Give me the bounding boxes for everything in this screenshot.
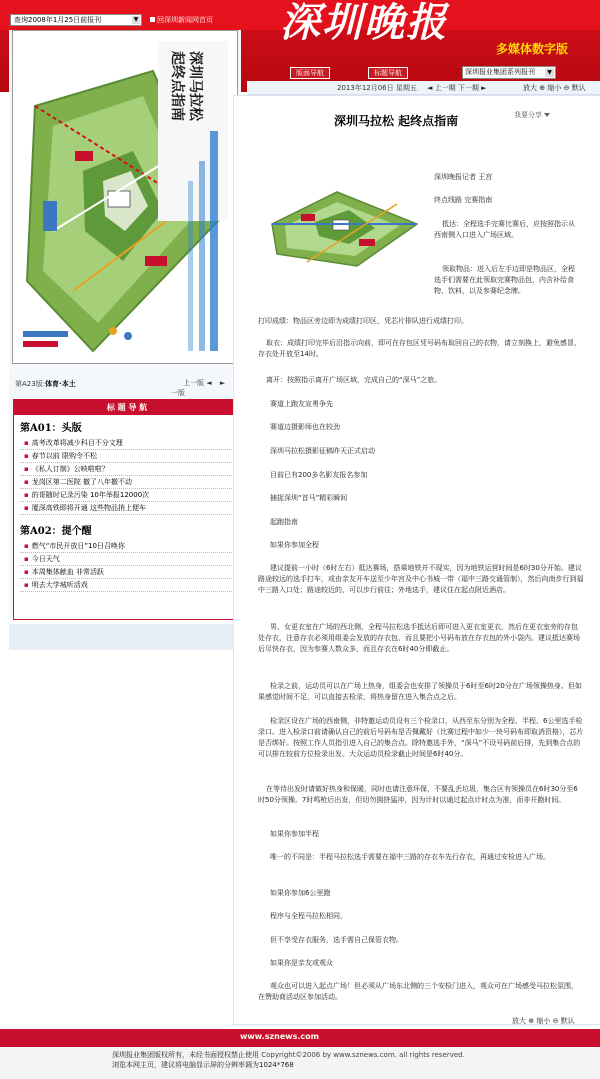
zoom-in-button[interactable]: 放大	[523, 84, 537, 92]
date-select-value: 查询2008年1月25日前报刊	[14, 16, 102, 24]
paragraph: 取衣：成绩打印完毕后沿指示向前，即可在存包区凭号码布取回自己的衣物，请立刻换上，避免感冒，存衣处开放至14时。	[258, 339, 581, 358]
paragraph: 赛道边摄影师也在较劲	[270, 423, 340, 431]
prev-issue-label: 上一期	[434, 84, 456, 92]
zoom-out-icon: ⊖	[563, 84, 570, 92]
paragraph: 目前已有200多名影友报名参加	[270, 471, 368, 479]
paragraph: 如果你参加6公里跑	[270, 889, 331, 897]
left-spacer	[9, 624, 241, 650]
headline-item[interactable]: ▪ 龙岗区第二医院 撤了八年撤不动	[20, 476, 234, 489]
paragraph: 打印成绩：物品区旁边即为成绩打印区，凭芯片排队进行成绩打印。	[258, 317, 468, 325]
article-route-label: 终点线路 完赛指南	[434, 196, 493, 204]
article-map-image	[267, 184, 421, 270]
chevron-down-icon: ▼	[133, 16, 139, 23]
chevron-down-icon	[544, 113, 550, 117]
article-map-graphic	[267, 184, 421, 270]
zoom-out-button[interactable]: 缩小	[536, 1017, 551, 1025]
prev-issue-link[interactable]: ◄ 上一期	[427, 84, 456, 92]
paragraph: 如果你参加半程	[270, 830, 319, 838]
prev-page-link[interactable]: 上一版 ◄	[183, 379, 212, 387]
home-link[interactable]	[150, 15, 213, 25]
page-nav	[171, 378, 241, 398]
page-thumbnail-map	[13, 31, 238, 364]
section-a02	[14, 515, 240, 592]
home-link-label: 回深圳新闻网首页	[157, 16, 213, 24]
paragraph: 领取物品：进入后左手边即是物品区，全程选手们需要在此领取完赛物品包，内含补给食物、饮料，以及参赛纪念牌。	[434, 265, 575, 295]
article-title: 深圳马拉松 起终点指南	[334, 114, 459, 128]
paragraph: 男、女更衣室在广场的西北侧，全程马拉松选手抵达后即可进入更衣室更衣，然后在更衣室旁的存包处存衣，注意存衣必须用组委会发放的存衣包，而且要把小号码布放在存衣包的外小袋内。建议抵达赛场后尽快存衣，因为参赛人数众多，而且存衣在6时40分即截止。	[258, 623, 580, 653]
headline-item[interactable]: ▪ 明去大学城听活戏	[20, 579, 234, 592]
section-a01	[14, 415, 240, 515]
logo: 深圳晚报	[280, 0, 448, 46]
headline-item[interactable]: ▪ 今日天气	[20, 553, 234, 566]
footer-bar	[0, 1029, 600, 1047]
headline-item[interactable]: ▪ 春节以前 限购令不松	[20, 450, 234, 463]
zoom-in-icon: ⊕	[539, 84, 546, 92]
chevron-down-icon: ▼	[545, 68, 554, 77]
prev-page-label: 上一版	[183, 379, 204, 387]
footer-zoom-controls	[512, 1016, 575, 1026]
page-label: 第A23版:	[15, 380, 46, 388]
paragraph: 但不享受存衣服务，选手需自己保管衣物。	[270, 936, 403, 944]
default-size-button[interactable]: 默认	[560, 1017, 575, 1025]
headline-nav	[13, 399, 241, 620]
section-title[interactable]: 第A01：头版	[20, 423, 82, 434]
zoom-out-icon: ⊖	[552, 1017, 559, 1025]
default-size-button[interactable]: 默认	[571, 84, 586, 92]
footer-resolution-hint: 浏览本网主页，建议将电脑显示屏的分辨率调为1024*768	[112, 1061, 294, 1069]
paragraph: 抵达：全程选手完赛比赛后，应按照指示从西南侧入口进入广场区域。	[434, 220, 575, 239]
headline-item[interactable]: ▪ 的哥随时记录污染 10年举报12000次	[20, 489, 234, 502]
paragraph: 如果你参加全程	[270, 541, 319, 549]
next-page-link[interactable]: ► 一版	[171, 379, 240, 397]
zoom-in-icon: ⊕	[528, 1017, 535, 1025]
issue-nav	[427, 83, 486, 93]
footer-copyright-en: Copyright©2006 by www.sznews.com. all rights reserved.	[261, 1051, 465, 1059]
headline-item[interactable]: ▪ 燃气“市民开放日”10日召唤你	[20, 540, 234, 553]
thumb-heading-sub: 起终点指南	[169, 51, 185, 121]
thumb-heading-main: 深圳马拉松	[187, 51, 203, 121]
series-select[interactable]	[462, 66, 556, 79]
zoom-controls	[523, 83, 586, 93]
section-title[interactable]: 第A02：提个醒	[20, 526, 92, 537]
date-select[interactable]	[10, 14, 142, 26]
next-page-label: 一版	[171, 389, 185, 397]
series-select-value: 深圳报业集团系列报刊	[465, 68, 535, 76]
issue-date: 2013年12月06日 星期五	[337, 84, 417, 92]
footer-copyright	[112, 1050, 465, 1060]
paragraph: 建议提前一小时（6时左右）抵达赛场，搭乘地铁并不现实，因为地铁运营时间是6时30分开始。建议路途较远的选手打车，或由亲友开车送至少年宫及中心书城一带（福中三路交通管制），然后向南步行到福中三路入口处；路途较近的，可以步行前往；外地选手，建议住在起点附近酒店。	[258, 564, 584, 594]
article-byline: 深圳晚报记者 王宫	[434, 173, 493, 181]
article	[233, 95, 600, 1025]
left-column	[9, 30, 241, 620]
share-button[interactable]	[514, 110, 550, 120]
paragraph: 捕捉深圳“首马”精彩瞬间	[270, 494, 348, 502]
paragraph: 深圳马拉松摄影征稿昨天正式启动	[270, 447, 375, 455]
headline-item[interactable]: ▪ 本周集体献血 非常活跃	[20, 566, 234, 579]
paragraph: 起跑指南	[270, 518, 298, 526]
paragraph: 程序与全程马拉松相同，	[270, 912, 347, 920]
paragraph: 检录之前，运动员可以在广场上热身，组委会也安排了领操员于6时至6时20分在广场领操热身。但如果感觉时间不足，可以直接去检录，将热身留在进入集合点之后。	[258, 682, 582, 701]
share-label: 我要分享	[514, 111, 542, 119]
paragraph: 唯一的不同是：半程马拉松选手需要在福中三路的存衣车先行存衣，再通过安检进入广场。	[270, 853, 550, 861]
article-panel	[247, 81, 600, 1041]
headline-item[interactable]: ▪ 《私人订制》公映啦啦？	[20, 463, 234, 476]
next-issue-label: 下一期	[457, 84, 479, 92]
page-thumbnail[interactable]	[12, 30, 238, 364]
next-issue-link[interactable]: 下一期 ►	[457, 84, 487, 92]
paragraph: 如果你是亲友或观众	[270, 959, 333, 967]
page-name: 体育·本土	[45, 380, 76, 388]
headline-item[interactable]: ▪ 高考改革将减少科目不分文理	[20, 437, 234, 450]
paragraph: 观众也可以进入起点广场！但必须从广场东北侧的三个安检门进入，观众可在广场感受马拉松氛围，在赞助商活动区参加活动。	[258, 982, 578, 1001]
square-icon	[150, 17, 155, 22]
zoom-in-button[interactable]: 放大	[512, 1017, 526, 1025]
footer-watermark: www.sznews.com	[240, 1032, 320, 1041]
footer-copyright-cn: 深圳报业集团版权所有，未经书面授权禁止使用	[112, 1051, 259, 1059]
paragraph: 离开：按照指示离开广场区域，完成自己的“深马”之旅。	[266, 376, 442, 384]
footer	[0, 1047, 600, 1079]
page-meta	[15, 379, 76, 389]
paragraph: 检录区设在广场的西南侧，非特邀运动员设有三个检录口，从西至东分别为全程、半程、6公里选手检录口。进入检录口前请确认自己的前后号码布是否佩戴好（比赛过程中如少一块号码布即取消资格），芯片是否绑好。按照工作人员指引进入自己的集合点。除特邀选手外，“深马”不设号码前后排，先到集合点的可以排在较前方位检录出发。大众运动员检录截止时间是6时40分。	[258, 717, 584, 758]
layout-nav-button[interactable]: 版面导航	[290, 67, 330, 79]
headline-item[interactable]: ▪ 厦深高铁即将开通 这些物品捎上便车	[20, 502, 234, 515]
headline-nav-title: 标 题 导 航	[14, 400, 240, 415]
article-toolbar	[247, 81, 600, 95]
paragraph: 在等待出发时请做好热身和保暖，同时也请注意环保，不要乱丢垃圾，集合区有领操员在6时30分至6时50分领操。7时鸣枪后出发，但切勿拥挤猛冲，因为计时以通过起点计时点为准，而非开跑时间。	[258, 785, 578, 804]
zoom-out-button[interactable]: 缩小	[547, 84, 562, 92]
paragraph: 赛道上跑友宣勇争先	[270, 400, 333, 408]
edition-subtitle: 多媒体数字版	[496, 42, 569, 56]
headline-nav-button[interactable]: 标题导航	[368, 67, 408, 79]
